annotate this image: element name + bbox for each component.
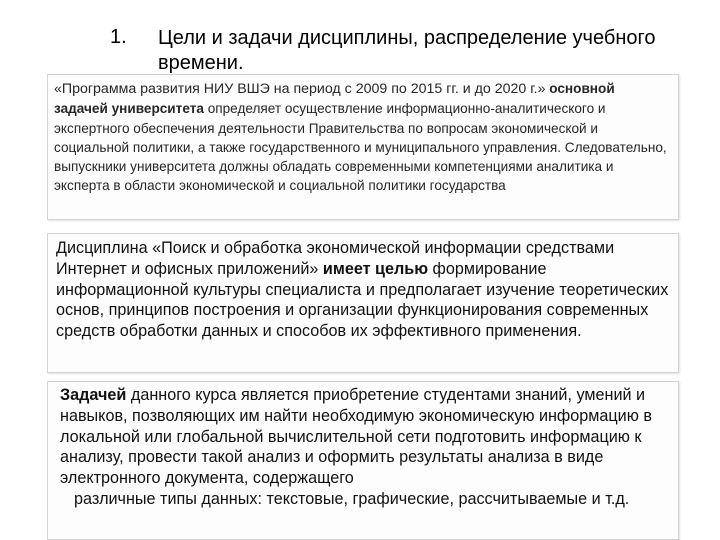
goal-text: формирование информационной культуры специалиста и предполагает изучение теоретических основ, принципов построения и организации функционирования современных средств обработки данных и способов их эффективного применения. <box>56 259 669 341</box>
program-title: «Программа развития НИУ ВШЭ на период с 2009 по 2015 гг. и до 2020 г.» <box>54 81 546 97</box>
tasks-bold: Задачей <box>60 386 127 404</box>
slide-heading <box>0 22 720 72</box>
goal-paragraph <box>56 238 670 342</box>
heading-title: Цели и задачи дисциплины, распределение учебного времени. <box>158 27 656 74</box>
tasks-paragraph <box>60 385 670 510</box>
goal-bold: имеет целью <box>318 259 429 278</box>
tasks-text: данного курса является приобретение студентами знаний, умений и навыков, позволяющих им найти необходимую экономическую информацию в локальной или глобальной вычислительной сети подготовить информацию к анализу, провести такой анализ и оформить результаты анализа в виде электронного документа, содержащего <box>60 386 652 488</box>
mission-paragraph <box>54 79 672 196</box>
discipline-name-text: Дисциплина «Поиск и обработка экономической информации средствами Интернет и офисных приложений» <box>56 239 615 278</box>
mission-text-box <box>47 74 679 220</box>
mission-text: определяет осуществление информационно-аналитического и экспертного обеспечения деятельности Правительства по вопросам экономической и социальной политики, а также государственного и муниципального управления. Следовательно, выпускники университета должны обладать современными компетенциями аналитика и эксперта в области экономической и социальной политики государства <box>54 101 667 194</box>
main-task-bold: основной задачей университета <box>54 81 615 117</box>
discipline-goal-box <box>47 233 679 373</box>
tasks-indented-text: различные типы данных: текстовые, графические, рассчитываемые и т.д. <box>74 489 630 508</box>
heading-number: 1. <box>110 26 127 48</box>
course-tasks-box <box>47 381 679 540</box>
